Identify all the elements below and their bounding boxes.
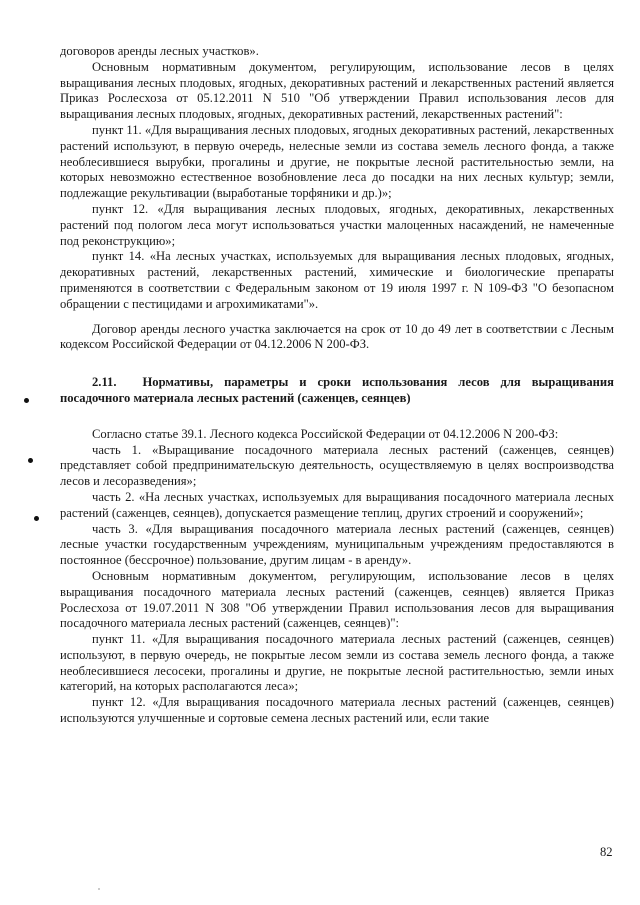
paragraph-lease-term: Договор аренды лесного участка заключается на срок от 10 до 49 лет в соответствии с Лесным кодексом Российской Федерации от 04.12.2006 N 200-ФЗ. bbox=[60, 321, 614, 352]
scan-speck bbox=[98, 888, 100, 890]
paragraph-continuation: договоров аренды лесных участков». bbox=[60, 44, 259, 58]
document-page bbox=[60, 44, 614, 727]
paragraph-clause-11: пункт 11. «Для выращивания посадочного материала лесных растений (саженцев, сеянцев) используют, в первую очередь, не покрытые лесом земли из состава земель лесного фонда, а также необлесившиеся лесосеки, прогалины и другие, не покрытые лесной растительностью, земли иных категорий, на которых располагаются леса»; bbox=[60, 632, 614, 694]
paragraph: Согласно статье 39.1. Лесного кодекса Российской Федерации от 04.12.2006 N 200-ФЗ: bbox=[92, 426, 559, 441]
paragraph-part-2: часть 2. «На лесных участках, используемых для выращивания посадочного материала лесных растений (саженцев, сеянцев), допускается размещение теплиц, других строений и сооружений»; bbox=[60, 489, 614, 520]
paragraph: Основным нормативным документом, регулирующим, использование лесов в целях выращивания посадочного материала лесных растений (саженцев, сеянцев) является Приказ Рослесхоза от 19.07.2011 N 308 "Об утверждении Правил использования лесов для выращивания посадочного материала лесных растений (саженцев, сеянцев)": bbox=[60, 568, 614, 631]
section-heading bbox=[60, 375, 614, 407]
paragraph-clause-14: пункт 14. «На лесных участках, используемых для выращивания лесных плодовых, ягодных, декоративных растений, лекарственных растений, химические и биологические препараты применяются в соответствии с Федеральным законом от 19 июля 1997 г. N 109-ФЗ "О безопасном обращении с пестицидами и агрохимикатами"». bbox=[60, 249, 614, 311]
paragraph-clause-11: пункт 11. «Для выращивания лесных плодовых, ягодных декоративных растений, лекарственных растений используют, в первую очередь, нелесные земли из состава земель лесного фонда, а также необлесившиеся вырубки, прогалины и другие, не покрытые лесной растительностью земли, на которых невозможно естественное возобновление леса до посадки на них лесных культур; земли, подлежащие рекультивации (выработаные торфяники и др.)»; bbox=[60, 122, 614, 201]
paragraph-clause-12: пункт 12. «Для выращивания лесных плодовых, ягодных, декоративных, лекарственных растений под пологом леса могут использоваться участки малоценных насаждений, не намеченные под реконструкцию»; bbox=[60, 201, 614, 248]
paragraph-clause-12: пункт 12. «Для выращивания посадочного материала лесных растений (саженцев, сеянцев) используются улучшенные и сортовые семена лесных растений или, если такие bbox=[60, 695, 614, 726]
section-title: Нормативы, параметры и сроки использования лесов для выращивания посадочного материала лесных растений (саженцев, сеянцев) bbox=[60, 375, 614, 405]
paragraph-part-3: часть 3. «Для выращивания посадочного материала лесных растений (саженцев, сеянцев) лесные участки государственным учреждениям, муниципальным учреждениям предоставляются в постоянное (бессрочное) пользование, другим лицам - в аренду». bbox=[60, 521, 614, 568]
paragraph-part-1: часть 1. «Выращивание посадочного материала лесных растений (саженцев, сеянцев) представляет собой предпринимательскую деятельность, осуществляемую в целях воспроизводства лесов и лесоразведения»; bbox=[60, 442, 614, 489]
page-number: 82 bbox=[600, 845, 613, 859]
binding-hole-mark bbox=[24, 398, 29, 403]
binding-hole-mark bbox=[28, 458, 33, 463]
paragraph: Основным нормативным документом, регулирующим, использование лесов в целях выращивания лесных плодовых, ягодных, декоративных растений и лекарственных растений является Приказ Рослесхоза от 05.12.2011 N 510 "Об утверждении Правил использования лесов для выращивания лесных плодовых, ягодных, декоративных растений, лекарственных растений": bbox=[60, 59, 614, 122]
section-number: 2.11. bbox=[92, 375, 117, 390]
binding-hole-mark bbox=[34, 516, 39, 521]
